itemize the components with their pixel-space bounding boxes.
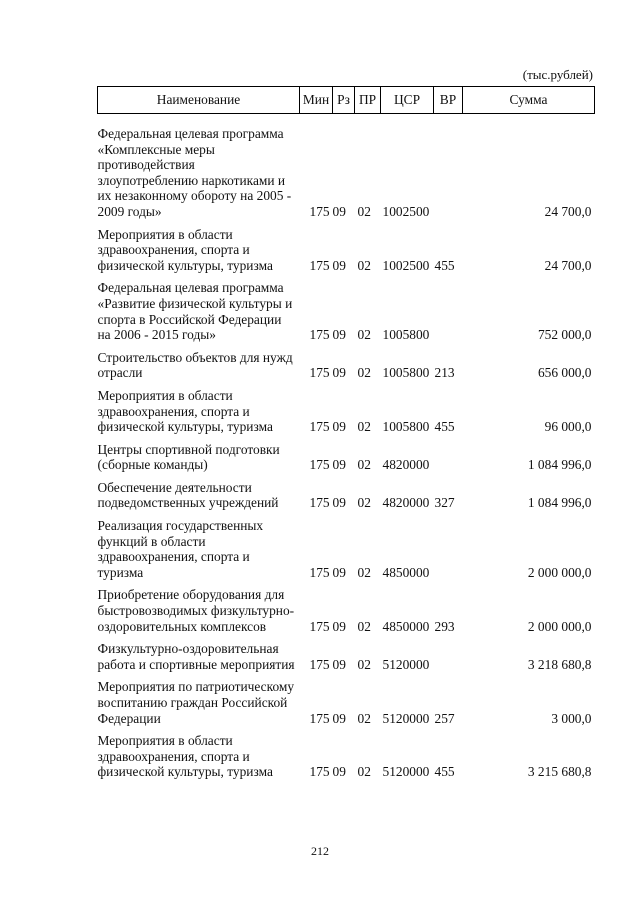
cell-csr: 4850000 [382,618,430,634]
cell-name: Мероприятия по патриотическому воспитанию граждан Российской Федерации [97,679,295,726]
cell-vr: 455 [434,257,455,273]
cell-rz: 09 [332,203,346,219]
cell-pr: 02 [357,495,371,511]
table-row [98,227,595,281]
cell-pr: 02 [357,764,371,780]
cell-pr: 02 [357,564,371,580]
cell-min: 175 [309,564,330,580]
page-number: 212 [311,844,329,858]
units-note: (тыс.рублей) [522,67,593,82]
cell-csr: 1002500 [382,203,430,219]
cell-name: Реализация государственных функций в области здравоохранения, спорта и туризма [97,518,264,580]
cell-rz: 09 [332,327,346,343]
cell-vr: 327 [434,495,455,511]
cell-sum: 1 084 996,0 [527,495,592,511]
cell-rz: 09 [332,257,346,273]
cell-vr [434,442,463,480]
cell-name: Приобретение оборудования для быстровозводимых физкультурно-оздоровительных комплексов [97,587,295,634]
cell-sum: 24 700,0 [544,203,592,219]
header-min: Мин [300,87,333,114]
header-csr: ЦСР [381,87,434,114]
budget-table [97,86,595,787]
header-sum: Сумма [463,87,595,114]
cell-rz: 09 [332,495,346,511]
table-row [98,518,595,587]
table-row [98,641,595,679]
cell-pr: 02 [357,457,371,473]
cell-rz: 09 [332,764,346,780]
cell-min: 175 [309,457,330,473]
table-row [98,733,595,787]
cell-sum: 656 000,0 [537,365,592,381]
cell-name: Мероприятия в области здравоохранения, спорта и физической культуры, туризма [97,387,273,435]
cell-sum: 96 000,0 [544,419,592,435]
cell-vr: 213 [434,365,455,381]
cell-vr [434,114,463,227]
cell-min: 175 [309,327,330,343]
table-row [98,679,595,733]
cell-pr: 02 [357,203,371,219]
cell-name: Строительство объектов для нужд отрасли [97,349,293,381]
cell-min: 175 [309,495,330,511]
cell-csr: 5120000 [382,710,430,726]
header-pr: ПР [355,87,381,114]
cell-pr: 02 [357,327,371,343]
header-rz: Рз [333,87,355,114]
cell-min: 175 [309,656,330,672]
cell-pr: 02 [357,257,371,273]
table-row [98,114,595,227]
cell-vr [434,518,463,587]
cell-pr: 02 [357,365,371,381]
table-body [98,114,595,787]
cell-name: Физкультурно-оздоровительная работа и спортивные мероприятия [97,641,295,672]
table-row [98,280,595,349]
cell-vr: 293 [434,618,455,634]
cell-min: 175 [309,764,330,780]
cell-vr [434,641,463,679]
cell-sum: 3 218 680,8 [527,656,592,672]
table-row [98,388,595,442]
cell-sum: 1 084 996,0 [527,457,592,473]
table-row [98,350,595,388]
cell-min: 175 [309,203,330,219]
cell-rz: 09 [332,656,346,672]
cell-name: Обеспечение деятельности подведомственных учреждений [97,479,279,511]
cell-pr: 02 [357,656,371,672]
cell-csr: 5120000 [382,764,430,780]
cell-pr: 02 [357,419,371,435]
cell-sum: 3 215 680,8 [527,764,592,780]
cell-csr: 5120000 [382,656,430,672]
cell-name: Центры спортивной подготовки (сборные команды) [97,441,280,473]
cell-name: Мероприятия в области здравоохранения, спорта и физической культуры, туризма [97,226,273,273]
cell-vr: 257 [434,710,455,726]
cell-sum: 24 700,0 [544,257,592,273]
cell-sum: 3 000,0 [551,710,592,726]
cell-sum: 2 000 000,0 [527,564,592,580]
cell-rz: 09 [332,618,346,634]
cell-sum: 752 000,0 [537,327,592,343]
cell-min: 175 [309,710,330,726]
header-vr: ВР [434,87,463,114]
cell-csr: 1005800 [382,327,430,343]
table-row [98,442,595,480]
cell-name: Федеральная целевая программа «Развитие физической культуры и спорта в Российской Федерации на 2006 - 2015 годы» [97,280,293,343]
cell-vr: 455 [434,764,455,780]
cell-name: Федеральная целевая программа «Комплексные меры противодействия злоупотреблению наркотиками и их незаконному обороту на 2005 - 2009 годы» [97,126,292,219]
cell-pr: 02 [357,618,371,634]
cell-csr: 1005800 [382,365,430,381]
cell-rz: 09 [332,457,346,473]
table-header [98,87,595,114]
cell-name: Мероприятия в области здравоохранения, спорта и физической культуры, туризма [97,733,273,780]
cell-min: 175 [309,257,330,273]
cell-sum: 2 000 000,0 [527,618,592,634]
cell-vr: 455 [434,419,455,435]
header-name: Наименование [98,87,300,114]
cell-csr: 1002500 [382,257,430,273]
cell-csr: 4820000 [382,457,430,473]
cell-csr: 4820000 [382,495,430,511]
cell-min: 175 [309,618,330,634]
cell-min: 175 [309,419,330,435]
cell-rz: 09 [332,365,346,381]
cell-min: 175 [309,365,330,381]
cell-csr: 1005800 [382,419,430,435]
cell-rz: 09 [332,564,346,580]
cell-vr [434,280,463,349]
cell-rz: 09 [332,419,346,435]
cell-csr: 4850000 [382,564,430,580]
table-row [98,480,595,518]
cell-rz: 09 [332,710,346,726]
cell-pr: 02 [357,710,371,726]
table-row [98,587,595,641]
